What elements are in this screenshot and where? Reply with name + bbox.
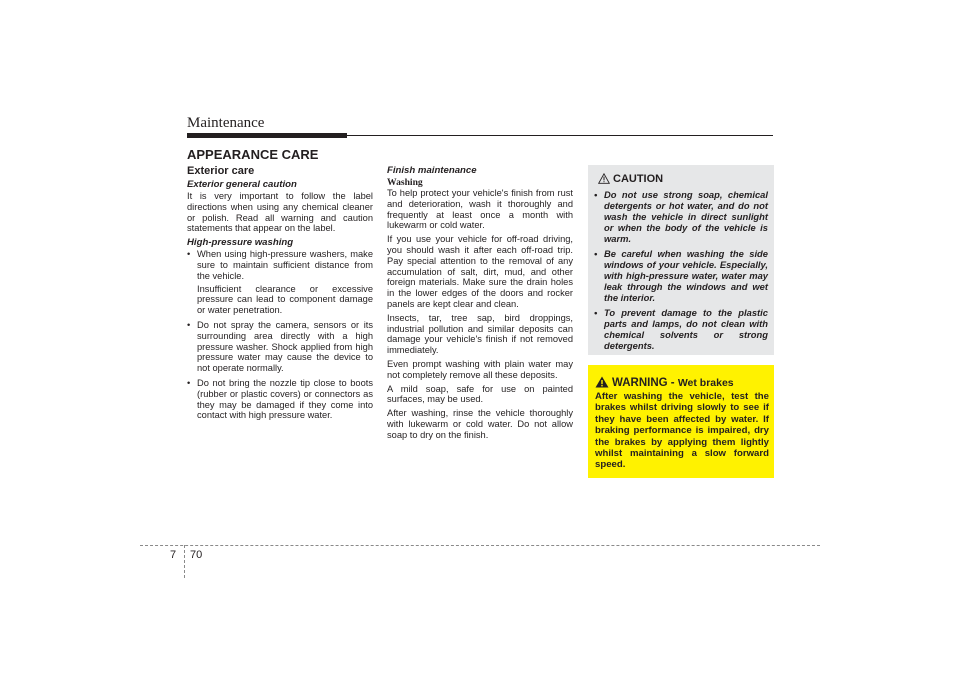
paragraph: If you use your vehicle for off-road driving, you should wash it after each off-road trip. Pay special attention to the removal of any accumulation of salt, dirt, mud, and other foreign materials. Make sure the drain holes in the lower edges of the doors and rocker panels are kept clear and clean. xyxy=(387,234,573,309)
warning-text: After washing the vehicle, test the brakes whilst driving slowly to see if they have been affected by water. If braking performance is impaired, dry the brakes by applying them lightly whilst maintaining a slow forward speed. xyxy=(595,391,769,471)
caution-list xyxy=(594,189,768,355)
high-pressure-heading: High-pressure washing xyxy=(187,237,294,249)
list-item xyxy=(187,249,373,316)
left-column xyxy=(187,165,373,425)
section-title: APPEARANCE CARE xyxy=(187,147,319,162)
paragraph: Insects, tar, tree sap, bird droppings, industrial pollution and similar deposits can damage your vehicle's finish if not removed immediately. xyxy=(387,312,573,356)
list-item: • Be careful when washing the side windows of your vehicle. Especially, with high-pressure water, water may leak through the windows and wet the interior. xyxy=(594,248,768,303)
list-item-extra: Insufficient clearance or excessive pressure can lead to component damage or water penetration. xyxy=(197,283,373,316)
warning-box xyxy=(588,365,774,478)
paragraph: Even prompt washing with plain water may not completely remove all these deposits. xyxy=(387,358,573,380)
footer-rule xyxy=(140,545,820,546)
paragraph: A mild soap, safe for use on painted surfaces, may be used. xyxy=(387,383,573,405)
list-item: • Do not use strong soap, chemical detergents or hot water, and do not wash the vehicle in direct sunlight or when the body of the vehicle is warm. xyxy=(594,189,768,244)
finish-maintenance-heading: Finish maintenance xyxy=(387,165,477,176)
list-item-text: When using high-pressure washers, make sure to maintain sufficient distance from the vehicle. xyxy=(197,249,373,281)
page-number: 70 xyxy=(190,549,203,561)
general-caution-heading: Exterior general caution xyxy=(187,179,297,190)
high-pressure-list xyxy=(187,249,373,421)
list-item: • Do not bring the nozzle tip close to boots (rubber or plastic covers) or connectors as they may be damaged if they come into contact with high pressure water. xyxy=(187,378,373,421)
caution-box xyxy=(588,165,774,355)
caution-label: CAUTION xyxy=(613,173,664,185)
exterior-care-heading: Exterior care xyxy=(187,165,255,177)
page-header-title: Maintenance xyxy=(187,115,265,131)
footer-divider xyxy=(184,545,185,578)
warning-sublabel: Wet brakes xyxy=(677,377,734,389)
warning-header xyxy=(595,376,734,389)
list-item: • To prevent damage to the plastic parts and lamps, do not clean with chemical solvents or strong detergents. xyxy=(594,307,768,351)
header-bar xyxy=(187,133,347,138)
paragraph: After washing, rinse the vehicle thoroughly with lukewarm or cold water. Do not allow soap to dry on the finish. xyxy=(387,408,573,440)
chapter-number: 7 xyxy=(170,549,177,561)
warning-label: WARNING - xyxy=(612,377,675,389)
caution-triangle-icon xyxy=(598,173,610,184)
warning-triangle-icon xyxy=(595,376,609,388)
washing-heading: Washing xyxy=(387,177,423,188)
paragraph: To help protect your vehicle's finish from rust and deterioration, wash it thoroughly and frequently at least once a month with lukewarm or cold water. xyxy=(387,188,573,231)
header-rule xyxy=(347,135,773,136)
list-item: • Do not spray the camera, sensors or its surrounding area directly with a high pressure washer. Shock applied from high pressure water may cause the device to not operate normally. xyxy=(187,320,373,374)
caution-header xyxy=(598,173,663,185)
general-caution-text: It is very important to follow the label directions when using any chemical cleaner or polish. Read all warning and caution statements that appear on the label. xyxy=(187,191,373,234)
middle-column xyxy=(387,165,573,444)
